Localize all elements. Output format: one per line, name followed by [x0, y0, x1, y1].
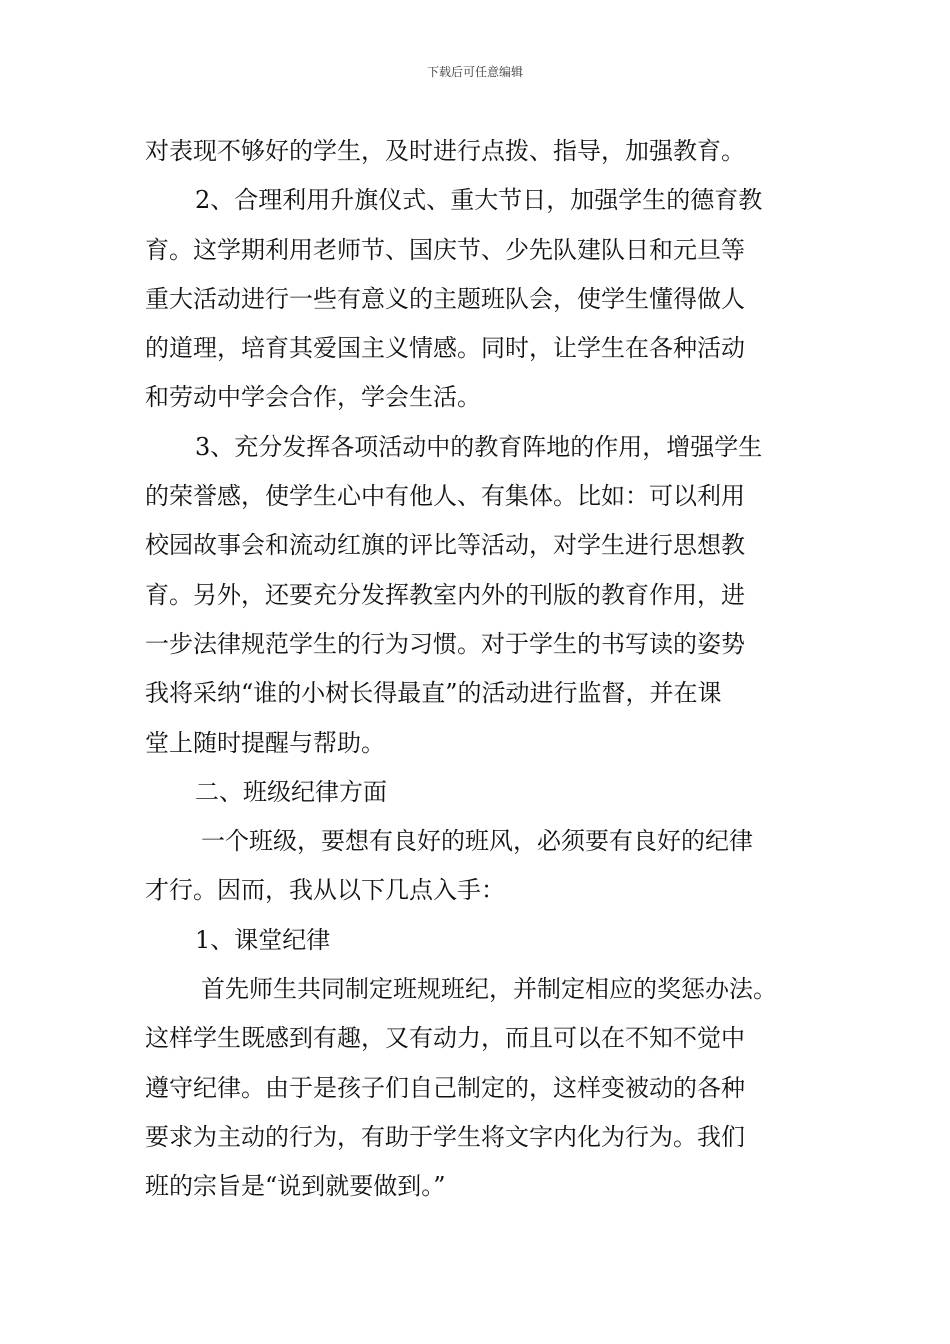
text-line: 首先师生共同制定班规班纪，并制定相应的奖惩办法。 [201, 975, 777, 1004]
text-line: 对表现不够好的学生，及时进行点拨、指导，加强教育。 [145, 137, 745, 165]
text-line: 我将采纳“谁的小树长得最直”的活动进行监督，并在课 [145, 679, 722, 708]
section-heading: 二、班级纪律方面 [195, 777, 387, 806]
text-line: 这样学生既感到有趣，又有动力，而且可以在不知不觉中 [145, 1024, 745, 1053]
document-body [145, 127, 825, 1212]
text-line: 和劳动中学会合作，学会生活。 [145, 383, 481, 412]
subsection-heading: 1、课堂纪律 [195, 925, 331, 954]
text-line: 校园故事会和流动红旗的评比等活动，对学生进行思想教 [145, 531, 745, 560]
text-line: 重大活动进行一些有意义的主题班队会，使学生懂得做人 [145, 284, 745, 313]
text-line: 一步法律规范学生的行为习惯。对于学生的书写读的姿势 [145, 629, 745, 658]
text-line: 一个班级，要想有良好的班风，必须要有良好的纪律 [201, 827, 753, 856]
text-line: 堂上随时提醒与帮助。 [145, 728, 385, 757]
page-header: 下载后可任意编辑 [426, 65, 523, 79]
text-line: 遵守纪律。由于是孩子们自己制定的，这样变被动的各种 [145, 1073, 745, 1102]
text-line: 的道理，培育其爱国主义情感。同时，让学生在各种活动 [145, 334, 745, 363]
text-line: 3、充分发挥各项活动中的教育阵地的作用，增强学生 [195, 432, 763, 461]
text-line: 才行。因而，我从以下几点入手： [145, 876, 505, 905]
text-line: 2、合理利用升旗仪式、重大节日，加强学生的德育教 [195, 186, 763, 215]
text-line: 育。另外，还要充分发挥教室内外的刊版的教育作用，进 [145, 580, 745, 609]
text-line: 育。这学期利用老师节、国庆节、少先队建队日和元旦等 [145, 235, 745, 264]
text-line: 的荣誉感，使学生心中有他人、有集体。比如：可以利用 [145, 482, 745, 511]
text-line: 要求为主动的行为，有助于学生将文字内化为行为。我们 [145, 1122, 745, 1151]
text-line: 班的宗旨是“说到就要做到。” [145, 1172, 446, 1201]
